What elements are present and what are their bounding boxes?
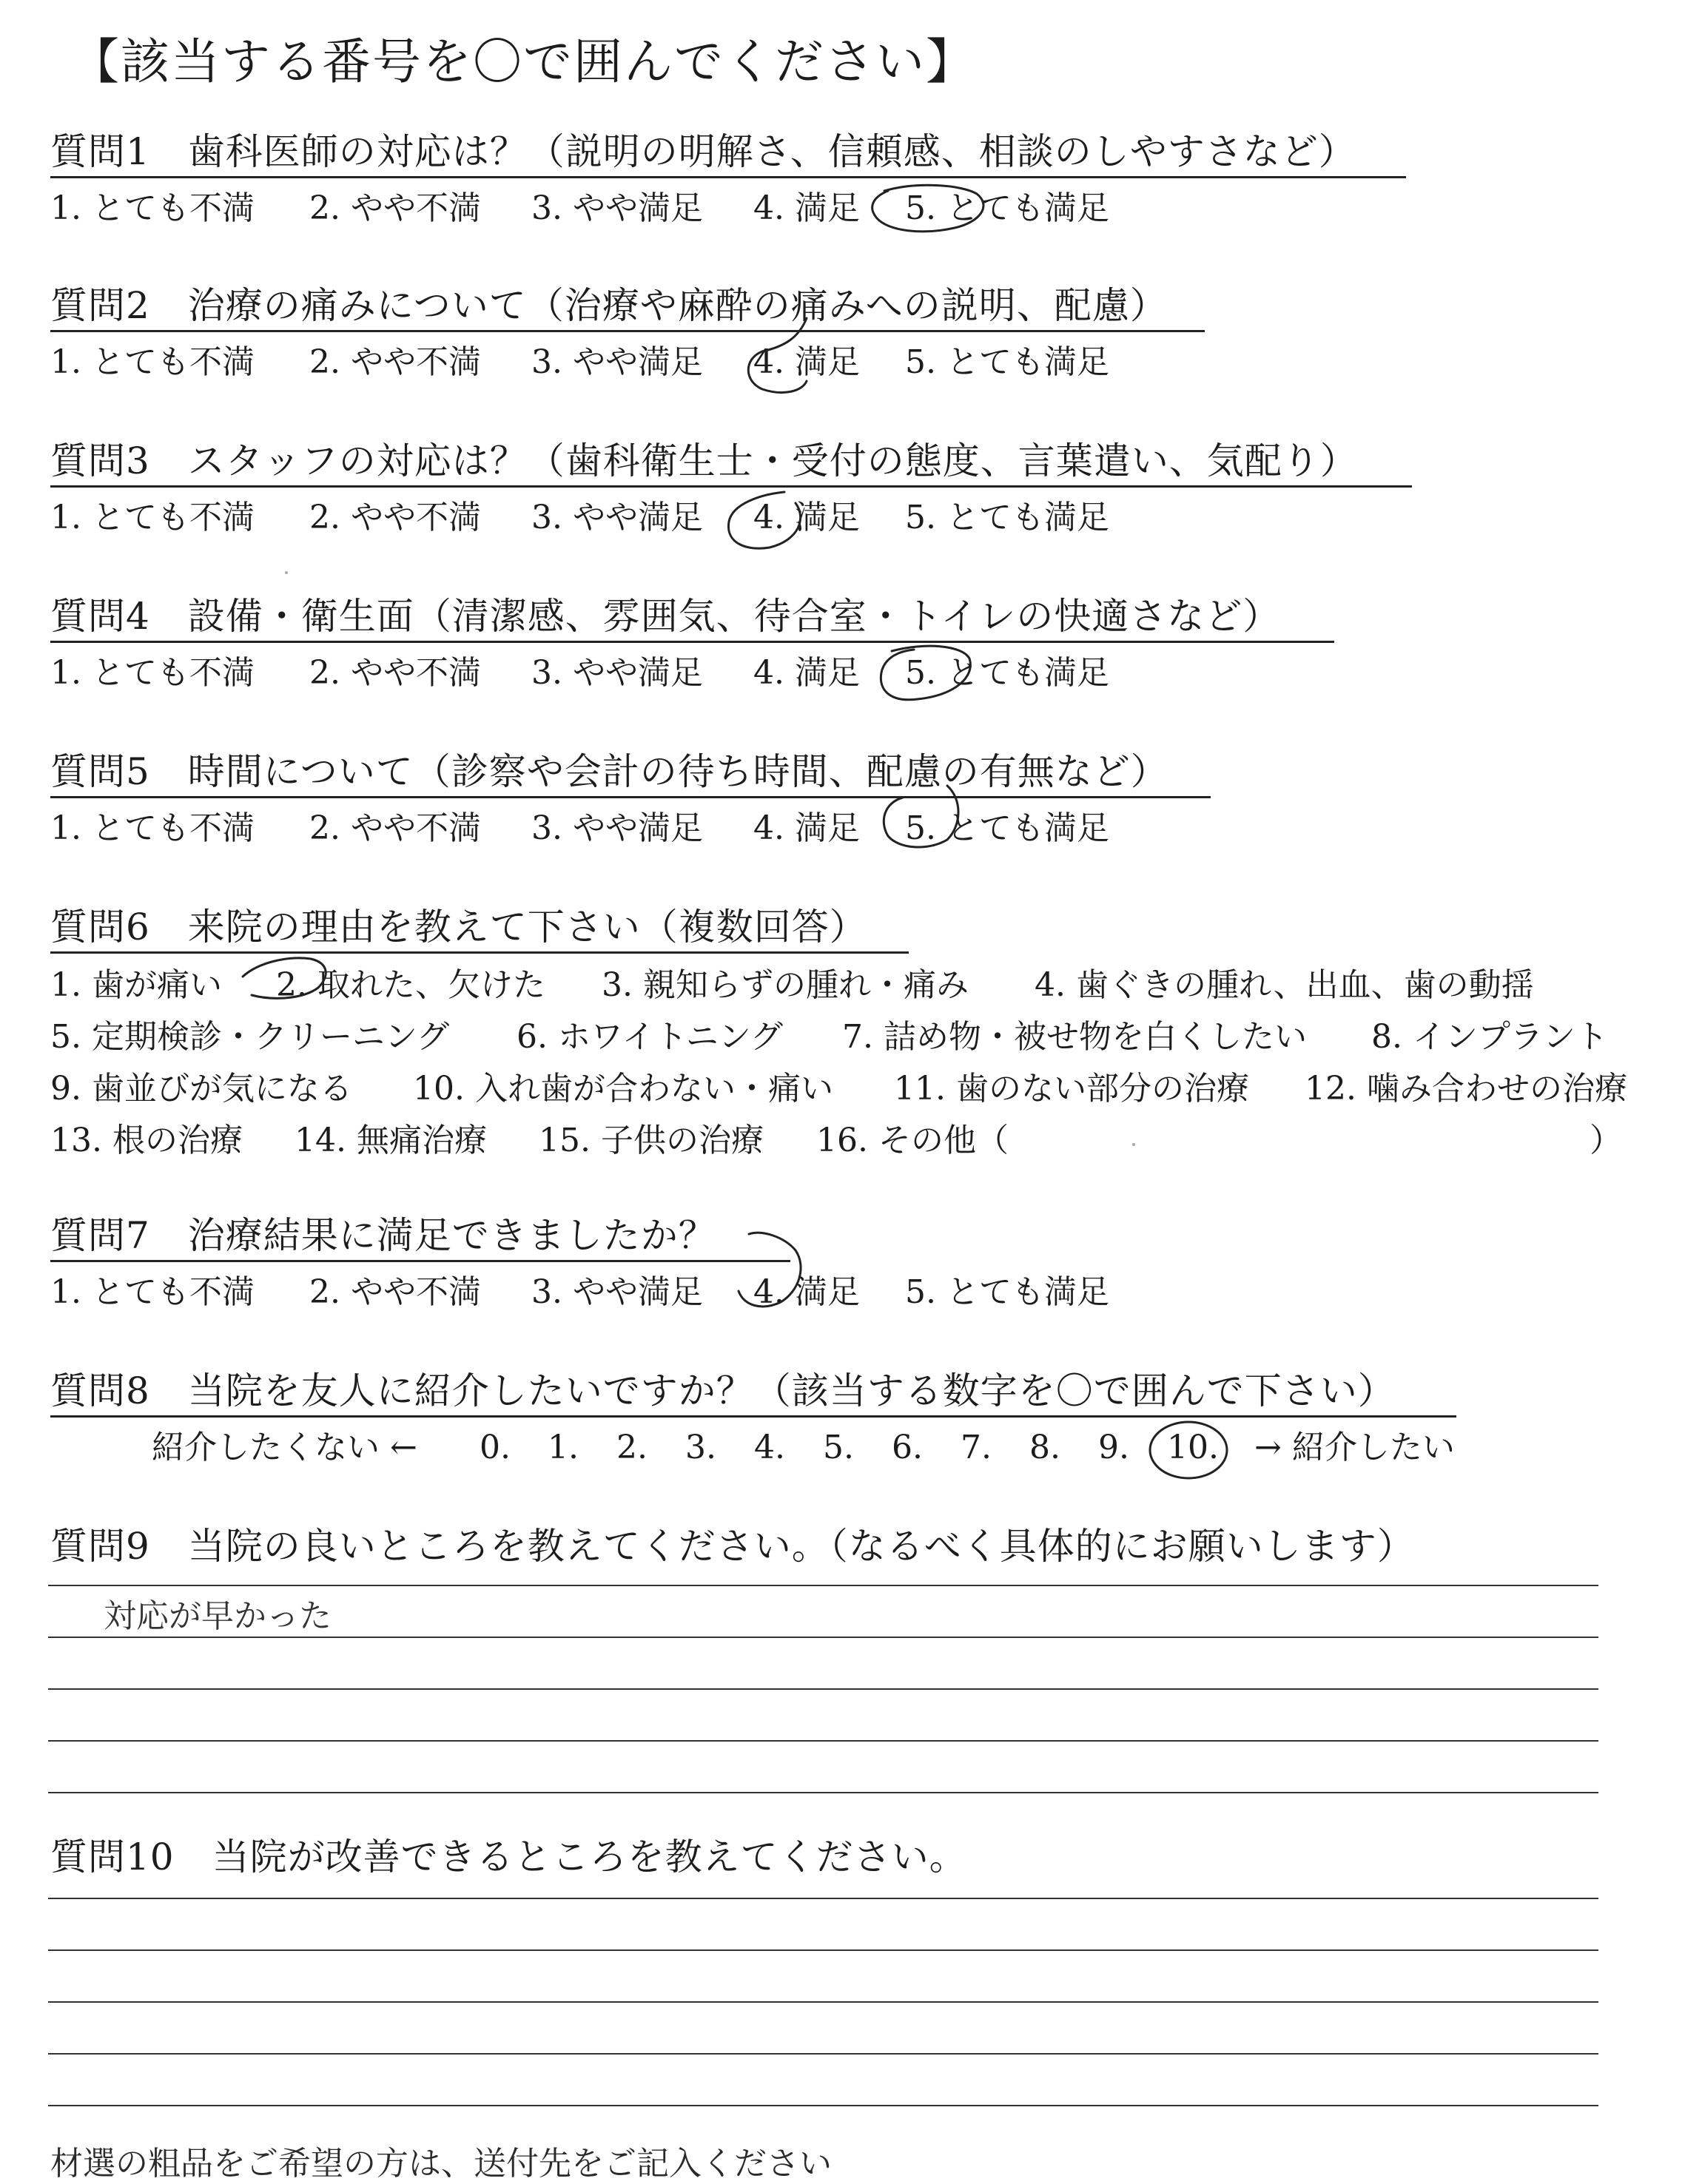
option-2[interactable]: 2. やや不満 xyxy=(309,189,481,227)
question-5-title: 質問5 時間について（診察や会計の待ち時間、配慮の有無など） xyxy=(50,750,1168,793)
option-3[interactable]: 3. やや満足 xyxy=(531,189,703,227)
option-4[interactable]: 4. 満足 xyxy=(753,654,860,692)
scale-9[interactable]: 9. xyxy=(1098,1429,1129,1466)
scan-speck xyxy=(285,571,288,574)
scale-8[interactable]: 8. xyxy=(1029,1429,1060,1466)
option-2[interactable]: 2. やや不満 xyxy=(309,654,481,692)
option-2[interactable]: 2. やや不満 xyxy=(309,499,481,536)
reason-option[interactable]: 2. 取れた、欠けた xyxy=(276,966,545,1004)
reason-option[interactable]: 5. 定期検診・クリーニング xyxy=(50,1018,450,1056)
reason-option[interactable]: 12. 噛み合わせの治療 xyxy=(1305,1070,1627,1108)
question-9-handwritten-answer[interactable]: 対応が早かった xyxy=(104,1597,332,1635)
scale-7[interactable]: 7. xyxy=(961,1429,992,1466)
question-6-underline xyxy=(50,951,909,954)
option-5[interactable]: 5. とても満足 xyxy=(905,343,1109,381)
option-3[interactable]: 3. やや満足 xyxy=(531,499,703,536)
question-9-title: 質問9 当院の良いところを教えてください。（なるべく具体的にお願いします） xyxy=(50,1525,1415,1568)
scale-1[interactable]: 1. xyxy=(548,1429,579,1466)
question-7-underline xyxy=(50,1260,790,1262)
scale-5[interactable]: 5. xyxy=(823,1429,854,1466)
question-1-title: 質問1 歯科医師の対応は？（説明の明解さ、信頼感、相談のしやすさなど） xyxy=(50,130,1356,173)
scale-right-label: → 紹介したい xyxy=(1254,1429,1455,1466)
question-10-title: 質問10 当院が改善できるところを教えてください。 xyxy=(50,1836,967,1878)
scale-left-label: 紹介したくない ← xyxy=(152,1429,417,1466)
question-8-title: 質問8 当院を友人に紹介したいですか？（該当する数字を〇で囲んで下さい） xyxy=(50,1369,1396,1412)
form-header: 【該当する番号を〇で囲んでください】 xyxy=(70,33,976,90)
option-1[interactable]: 1. とても不満 xyxy=(50,1273,255,1311)
footer-partial-text: 材選の粗品をご希望の方は、送付先をご記入ください xyxy=(50,2145,832,2183)
reason-option[interactable]: 7. 詰め物・被せ物を白くしたい xyxy=(842,1018,1307,1056)
option-3[interactable]: 3. やや満足 xyxy=(531,809,703,847)
answer-line xyxy=(48,1585,1598,1586)
reason-option[interactable]: 15. 子供の治療 xyxy=(539,1122,764,1159)
option-5[interactable]: 5. とても満足 xyxy=(905,1273,1109,1311)
question-4-underline xyxy=(50,641,1334,643)
answer-line xyxy=(48,1898,1598,1899)
scan-speck xyxy=(1132,1143,1135,1146)
answer-line xyxy=(48,1688,1598,1690)
option-2[interactable]: 2. やや不満 xyxy=(309,809,481,847)
option-5[interactable]: 5. とても満足 xyxy=(905,809,1109,847)
answer-line xyxy=(48,1740,1598,1742)
option-1[interactable]: 1. とても不満 xyxy=(50,343,255,381)
reason-option[interactable]: 6. ホワイトニング xyxy=(517,1018,784,1056)
answer-line xyxy=(48,1637,1598,1638)
option-1[interactable]: 1. とても不満 xyxy=(50,499,255,536)
question-1-underline xyxy=(50,176,1406,178)
option-4[interactable]: 4. 満足 xyxy=(753,189,860,227)
reason-other-close: ） xyxy=(1590,1122,1622,1159)
reason-option[interactable]: 1. 歯が痛い xyxy=(50,966,222,1004)
option-5[interactable]: 5. とても満足 xyxy=(905,654,1109,692)
question-2-title: 質問2 治療の痛みについて（治療や麻酔の痛みへの説明、配慮） xyxy=(50,284,1168,327)
question-4-title: 質問4 設備・衛生面（清潔感、雰囲気、待合室・トイレの快適さなど） xyxy=(50,595,1281,638)
scale-2[interactable]: 2. xyxy=(616,1429,648,1466)
question-3-underline xyxy=(50,485,1412,488)
scale-4[interactable]: 4. xyxy=(754,1429,785,1466)
reason-option[interactable]: 13. 根の治療 xyxy=(50,1122,243,1159)
reason-option[interactable]: 9. 歯並びが気になる xyxy=(50,1070,352,1108)
scale-10[interactable]: 10. xyxy=(1167,1429,1219,1466)
option-4[interactable]: 4. 満足 xyxy=(753,1273,860,1311)
reason-option[interactable]: 11. 歯のない部分の治療 xyxy=(894,1070,1249,1108)
option-2[interactable]: 2. やや不満 xyxy=(309,1273,481,1311)
option-5[interactable]: 5. とても満足 xyxy=(905,189,1109,227)
option-1[interactable]: 1. とても不満 xyxy=(50,654,255,692)
answer-line xyxy=(48,2105,1598,2106)
question-5-underline xyxy=(50,796,1211,798)
question-6-title: 質問6 来院の理由を教えて下さい（複数回答） xyxy=(50,906,867,948)
reason-option[interactable]: 3. 親知らずの腫れ・痛み xyxy=(602,966,969,1004)
reason-option[interactable]: 8. インプラント xyxy=(1371,1018,1608,1056)
question-2-underline xyxy=(50,330,1205,332)
option-2[interactable]: 2. やや不満 xyxy=(309,343,481,381)
option-3[interactable]: 3. やや満足 xyxy=(531,1273,703,1311)
option-4[interactable]: 4. 満足 xyxy=(753,343,860,381)
scale-6[interactable]: 6. xyxy=(892,1429,923,1466)
option-4[interactable]: 4. 満足 xyxy=(753,499,860,536)
question-8-underline xyxy=(50,1415,1456,1418)
scale-3[interactable]: 3. xyxy=(685,1429,716,1466)
reason-option-other[interactable]: 16. その他（ xyxy=(816,1122,1009,1159)
reason-option[interactable]: 14. 無痛治療 xyxy=(295,1122,487,1159)
reason-option[interactable]: 10. 入れ歯が合わない・痛い xyxy=(413,1070,833,1108)
question-7-title: 質問7 治療結果に満足できましたか？ xyxy=(50,1214,716,1257)
answer-line xyxy=(48,2053,1598,2055)
question-3-title: 質問3 スタッフの対応は？（歯科衛生士・受付の態度、言葉遣い、気配り） xyxy=(50,439,1358,482)
answer-line xyxy=(48,1792,1598,1793)
option-1[interactable]: 1. とても不満 xyxy=(50,189,255,227)
option-3[interactable]: 3. やや満足 xyxy=(531,343,703,381)
reason-option[interactable]: 4. 歯ぐきの腫れ、出血、歯の動揺 xyxy=(1035,966,1534,1004)
option-4[interactable]: 4. 満足 xyxy=(753,809,860,847)
option-5[interactable]: 5. とても満足 xyxy=(905,499,1109,536)
answer-line xyxy=(48,2001,1598,2003)
option-3[interactable]: 3. やや満足 xyxy=(531,654,703,692)
answer-line xyxy=(48,1949,1598,1951)
option-1[interactable]: 1. とても不満 xyxy=(50,809,255,847)
scale-0[interactable]: 0. xyxy=(480,1429,511,1466)
